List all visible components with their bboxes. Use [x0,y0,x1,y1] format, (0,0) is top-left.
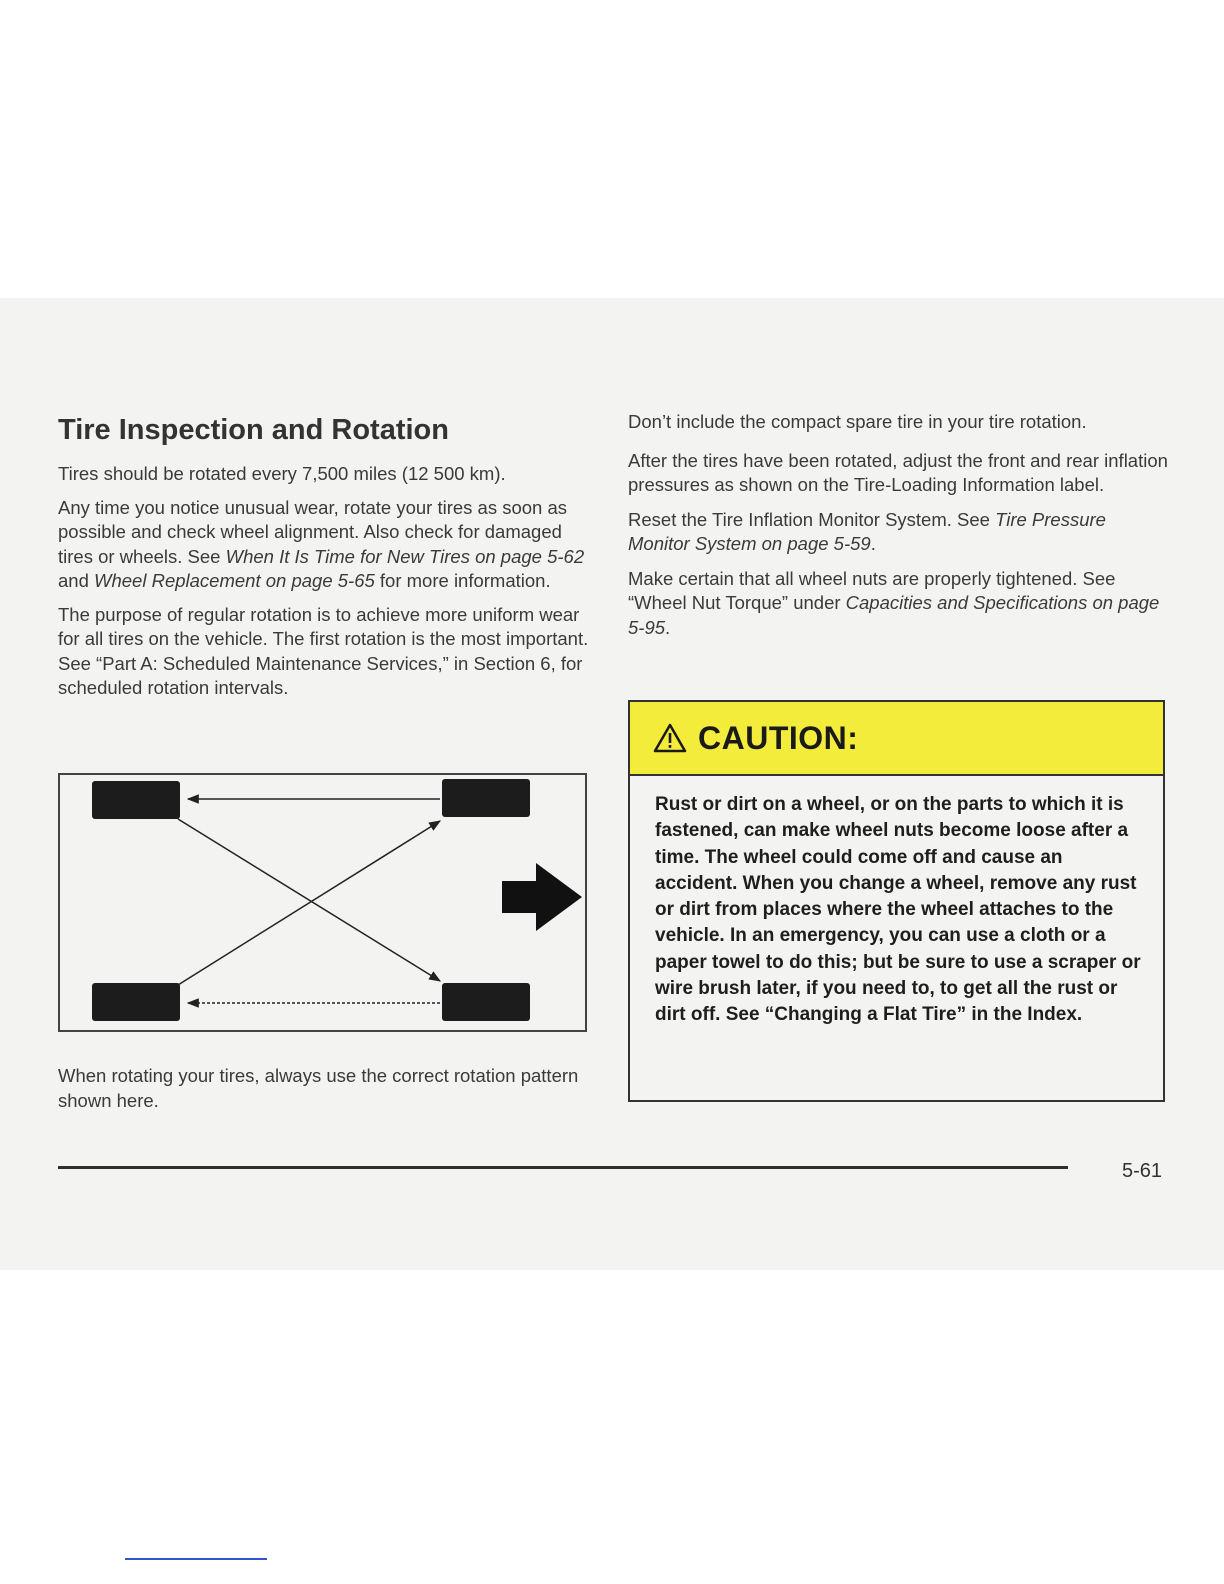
new-tires-reference: When It Is Time for New Tires on page 5-62 [225,545,585,567]
warning-triangle-icon [652,722,688,754]
capacities-reference: Capacities and Specifications on page 5-95 [628,592,1160,638]
rotation-arrows [60,775,585,1030]
section-heading: Tire Inspection and Rotation [58,414,449,446]
page-number: 5-61 [1122,1160,1163,1182]
inflation-paragraph: After the tires have been rotated, adjust the front and rear inflation pressures as shown on the Tire-Loading Information label. [628,449,1168,495]
forward-direction-arrow-icon [502,863,582,931]
diagram-caption: When rotating your tires, always use the correct rotation pattern shown here. [58,1065,579,1111]
cross-arrow-front-left-to-rear-right [178,819,440,981]
footer-rule [58,1166,1068,1169]
rotation-pattern-diagram [58,773,587,1032]
spare-tire-paragraph: Don’t include the compact spare tire in your tire rotation. [628,411,1087,432]
caution-header [630,702,1163,776]
cross-arrow-rear-left-to-front-right [178,821,440,985]
rotation-interval-paragraph: Tires should be rotated every 7,500 miles (12 500 km). [58,463,506,484]
caution-box [628,700,1165,1102]
rotation-purpose-paragraph: The purpose of regular rotation is to achieve more uniform wear for all tires on the vehicle. The first rotation is the most important. See “Part A: Scheduled Maintenance Services,” in Section 6, for scheduled rotation intervals. [58,603,589,698]
wheel-replacement-reference: Wheel Replacement on page 5-65 [94,570,375,591]
tire-pressure-reference: Tire Pressure Monitor System on page 5-59 [628,508,1106,554]
right-column [628,410,1168,649]
left-column [58,410,593,710]
reset-monitor-paragraph: Reset the Tire Inflation Monitor System. See Tire Pressure Monitor System on page 5-59. [628,508,1106,554]
wheel-nuts-paragraph: Make certain that all wheel nuts are properly tightened. See “Wheel Nut Torque” under Capacities and Specifications on page 5-95. [628,567,1160,638]
caution-title: CAUTION: [698,719,859,756]
caution-text: Rust or dirt on a wheel, or on the parts to which it is fastened, can make wheel nuts become loose after a time. The wheel could come off and cause an accident. When you change a wheel, remove any rust or dirt from places where the wheel attaches to the vehicle. In an emergency, you can use a cloth or a paper towel to do this; but be sure to use a scraper or wire brush later, if you need to, to get all the rust or dirt off. See “Changing a Flat Tire” in the Index. [655,794,1141,1026]
bottom-link-underline [125,1558,267,1560]
unusual-wear-paragraph: Any time you notice unusual wear, rotate your tires as soon as possible and check wheel alignment. Also check for damaged tires or wheels. See When It Is Time for New Tires on page 5-62 and Wheel Replacement on page 5-65 for more information. [58,496,585,591]
